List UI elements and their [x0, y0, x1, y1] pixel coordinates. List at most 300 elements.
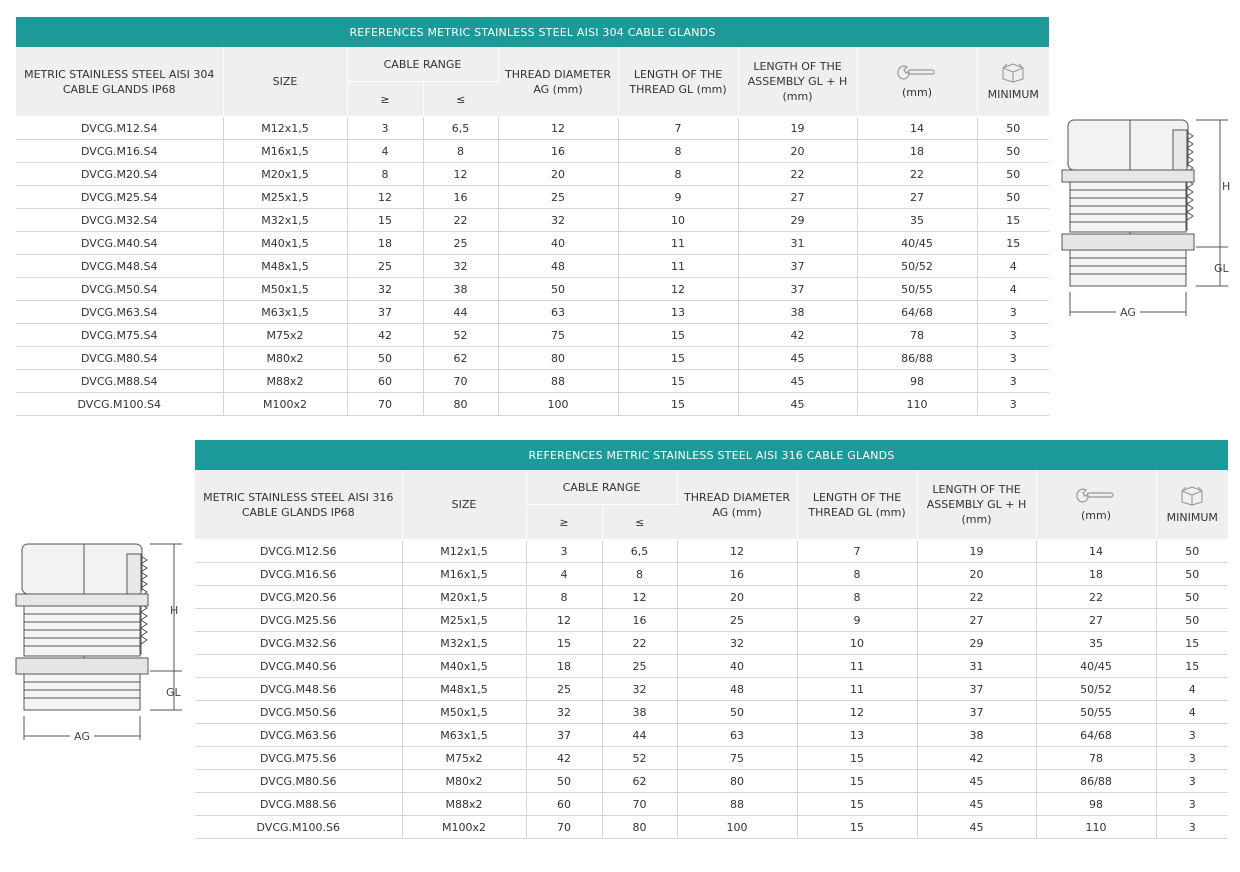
table-row — [195, 563, 1228, 586]
cell-thread-diameter: 80 — [498, 347, 618, 370]
cell-range-max: 32 — [423, 255, 498, 278]
cell-wrench-size: 64/68 — [857, 301, 977, 324]
cell-range-max: 6,5 — [423, 117, 498, 140]
cell-size: M88x2 — [223, 370, 347, 393]
cell-thread-length: 11 — [797, 655, 917, 678]
cell-range-max: 16 — [602, 609, 677, 632]
table-row — [16, 393, 1049, 416]
cell-range-min: 50 — [526, 770, 602, 793]
cell-wrench-size: 22 — [857, 163, 977, 186]
cell-size: M20x1,5 — [223, 163, 347, 186]
header-cable-range: CABLE RANGE — [526, 470, 677, 505]
cell-wrench-size: 35 — [857, 209, 977, 232]
cell-minimum: 50 — [977, 140, 1049, 163]
cell-thread-length: 10 — [618, 209, 738, 232]
header-assembly-length: LENGTH OF THE ASSEMBLY GL + H (mm) — [738, 47, 857, 117]
gland-drawing — [1058, 112, 1238, 322]
aisi-304-table — [16, 17, 1049, 416]
wrench-icon — [1074, 486, 1118, 504]
cell-minimum: 3 — [1156, 724, 1228, 747]
cell-thread-length: 15 — [797, 770, 917, 793]
cell-range-max: 38 — [423, 278, 498, 301]
cell-range-max: 22 — [423, 209, 498, 232]
cell-wrench-size: 50/52 — [857, 255, 977, 278]
minimum-label: MINIMUM — [1166, 511, 1218, 524]
header-max: ≤ — [602, 505, 677, 540]
cell-minimum: 3 — [977, 370, 1049, 393]
cell-wrench-size: 110 — [857, 393, 977, 416]
cell-thread-length: 13 — [797, 724, 917, 747]
cell-size: M32x1,5 — [223, 209, 347, 232]
cell-thread-diameter: 40 — [677, 655, 797, 678]
cell-wrench-size: 78 — [1036, 747, 1156, 770]
cell-assembly-length: 37 — [917, 701, 1036, 724]
cell-thread-length: 11 — [618, 232, 738, 255]
cell-range-min: 8 — [347, 163, 423, 186]
cell-wrench-size: 27 — [857, 186, 977, 209]
cell-thread-diameter: 48 — [677, 678, 797, 701]
table-row — [16, 209, 1049, 232]
cell-size: M25x1,5 — [223, 186, 347, 209]
label-ag: AG — [1120, 306, 1136, 319]
cell-size: M50x1,5 — [402, 701, 526, 724]
cell-wrench-size: 27 — [1036, 609, 1156, 632]
cell-reference: DVCG.M88.S6 — [195, 793, 402, 816]
cell-range-max: 80 — [423, 393, 498, 416]
cell-reference: DVCG.M48.S4 — [16, 255, 223, 278]
cell-range-min: 12 — [347, 186, 423, 209]
cell-wrench-size: 98 — [857, 370, 977, 393]
cell-reference: DVCG.M80.S6 — [195, 770, 402, 793]
cell-range-min: 18 — [526, 655, 602, 678]
cell-range-max: 32 — [602, 678, 677, 701]
cell-range-min: 60 — [526, 793, 602, 816]
table-title: REFERENCES METRIC STAINLESS STEEL AISI 316 CABLE GLANDS — [195, 440, 1228, 470]
table-row — [195, 655, 1228, 678]
cell-thread-diameter: 75 — [498, 324, 618, 347]
header-cable-range: CABLE RANGE — [347, 47, 498, 82]
cell-range-min: 37 — [526, 724, 602, 747]
cell-size: M48x1,5 — [223, 255, 347, 278]
table-row — [16, 117, 1049, 140]
cell-assembly-length: 42 — [917, 747, 1036, 770]
cell-reference: DVCG.M100.S6 — [195, 816, 402, 839]
cell-wrench-size: 40/45 — [1036, 655, 1156, 678]
cell-range-max: 8 — [423, 140, 498, 163]
cell-size: M50x1,5 — [223, 278, 347, 301]
cell-reference: DVCG.M40.S6 — [195, 655, 402, 678]
cell-assembly-length: 37 — [917, 678, 1036, 701]
cell-wrench-size: 78 — [857, 324, 977, 347]
cell-minimum: 50 — [977, 186, 1049, 209]
cell-thread-diameter: 32 — [498, 209, 618, 232]
cell-range-min: 25 — [347, 255, 423, 278]
cell-minimum: 3 — [1156, 816, 1228, 839]
cell-thread-length: 15 — [797, 793, 917, 816]
table-row — [16, 301, 1049, 324]
wrench-icon — [895, 63, 939, 81]
cell-range-min: 25 — [526, 678, 602, 701]
cell-minimum: 50 — [1156, 586, 1228, 609]
cell-minimum: 4 — [977, 255, 1049, 278]
cell-assembly-length: 19 — [738, 117, 857, 140]
cell-size: M88x2 — [402, 793, 526, 816]
cell-minimum: 3 — [977, 393, 1049, 416]
table-row — [16, 186, 1049, 209]
cell-range-min: 42 — [347, 324, 423, 347]
label-ag: AG — [74, 730, 90, 743]
cell-range-max: 62 — [423, 347, 498, 370]
table-row — [195, 747, 1228, 770]
header-thread-length: LENGTH OF THE THREAD GL (mm) — [797, 470, 917, 540]
cell-thread-diameter: 88 — [498, 370, 618, 393]
cell-range-max: 38 — [602, 701, 677, 724]
cell-wrench-size: 18 — [1036, 563, 1156, 586]
cell-assembly-length: 31 — [917, 655, 1036, 678]
table-row — [16, 255, 1049, 278]
cell-minimum: 50 — [977, 117, 1049, 140]
cell-thread-diameter: 48 — [498, 255, 618, 278]
cell-thread-length: 15 — [618, 393, 738, 416]
cell-assembly-length: 19 — [917, 540, 1036, 563]
cell-assembly-length: 20 — [917, 563, 1036, 586]
cell-thread-diameter: 20 — [677, 586, 797, 609]
cell-minimum: 15 — [1156, 632, 1228, 655]
table-row — [16, 370, 1049, 393]
cell-size: M12x1,5 — [402, 540, 526, 563]
header-reference: METRIC STAINLESS STEEL AISI 304 CABLE GLANDS IP68 — [16, 47, 223, 117]
cell-range-min: 37 — [347, 301, 423, 324]
cell-thread-length: 15 — [618, 370, 738, 393]
cell-size: M20x1,5 — [402, 586, 526, 609]
cell-assembly-length: 29 — [738, 209, 857, 232]
table-row — [195, 793, 1228, 816]
cell-thread-length: 13 — [618, 301, 738, 324]
cell-minimum: 15 — [1156, 655, 1228, 678]
table-title: REFERENCES METRIC STAINLESS STEEL AISI 304 CABLE GLANDS — [16, 17, 1049, 47]
cell-assembly-length: 45 — [917, 793, 1036, 816]
cell-assembly-length: 38 — [917, 724, 1036, 747]
cell-wrench-size: 18 — [857, 140, 977, 163]
cell-wrench-size: 40/45 — [857, 232, 977, 255]
cell-thread-length: 15 — [618, 324, 738, 347]
cell-thread-length: 8 — [618, 140, 738, 163]
cell-size: M40x1,5 — [223, 232, 347, 255]
cell-range-max: 25 — [602, 655, 677, 678]
cell-reference: DVCG.M100.S4 — [16, 393, 223, 416]
cell-assembly-length: 42 — [738, 324, 857, 347]
cell-wrench-size: 50/52 — [1036, 678, 1156, 701]
cell-thread-diameter: 88 — [677, 793, 797, 816]
header-wrench — [1036, 470, 1156, 540]
cell-range-min: 4 — [347, 140, 423, 163]
cell-range-min: 32 — [347, 278, 423, 301]
table-row — [195, 678, 1228, 701]
cell-size: M16x1,5 — [402, 563, 526, 586]
table-row — [16, 163, 1049, 186]
cell-reference: DVCG.M32.S6 — [195, 632, 402, 655]
cell-reference: DVCG.M75.S4 — [16, 324, 223, 347]
cell-wrench-size: 22 — [1036, 586, 1156, 609]
cell-assembly-length: 37 — [738, 255, 857, 278]
table-row — [195, 701, 1228, 724]
cell-assembly-length: 38 — [738, 301, 857, 324]
header-assembly-length: LENGTH OF THE ASSEMBLY GL + H (mm) — [917, 470, 1036, 540]
table-row — [195, 632, 1228, 655]
cell-range-max: 62 — [602, 770, 677, 793]
spec-table — [195, 470, 1228, 839]
header-min: ≥ — [347, 82, 423, 117]
cell-size: M63x1,5 — [223, 301, 347, 324]
cell-assembly-length: 20 — [738, 140, 857, 163]
cell-size: M63x1,5 — [402, 724, 526, 747]
cell-wrench-size: 110 — [1036, 816, 1156, 839]
cell-size: M48x1,5 — [402, 678, 526, 701]
cell-range-min: 15 — [526, 632, 602, 655]
table-row — [16, 278, 1049, 301]
cable-gland-diagram — [1058, 112, 1238, 322]
cell-wrench-size: 35 — [1036, 632, 1156, 655]
cell-assembly-length: 22 — [917, 586, 1036, 609]
cell-range-min: 18 — [347, 232, 423, 255]
cell-range-min: 60 — [347, 370, 423, 393]
cell-range-min: 12 — [526, 609, 602, 632]
cell-reference: DVCG.M20.S6 — [195, 586, 402, 609]
cell-assembly-length: 45 — [917, 770, 1036, 793]
cell-assembly-length: 27 — [917, 609, 1036, 632]
cell-reference: DVCG.M12.S6 — [195, 540, 402, 563]
cell-thread-length: 11 — [618, 255, 738, 278]
cell-assembly-length: 29 — [917, 632, 1036, 655]
cell-reference: DVCG.M25.S4 — [16, 186, 223, 209]
cell-size: M75x2 — [402, 747, 526, 770]
cell-size: M100x2 — [223, 393, 347, 416]
cell-reference: DVCG.M80.S4 — [16, 347, 223, 370]
cell-minimum: 4 — [977, 278, 1049, 301]
cell-range-max: 16 — [423, 186, 498, 209]
cable-gland-diagram — [12, 536, 192, 746]
cell-range-max: 6,5 — [602, 540, 677, 563]
cell-size: M16x1,5 — [223, 140, 347, 163]
cell-wrench-size: 98 — [1036, 793, 1156, 816]
table-row — [195, 770, 1228, 793]
cell-reference: DVCG.M16.S6 — [195, 563, 402, 586]
header-size: SIZE — [223, 47, 347, 117]
cell-range-max: 22 — [602, 632, 677, 655]
cell-range-max: 52 — [423, 324, 498, 347]
cell-wrench-size: 86/88 — [857, 347, 977, 370]
cell-range-max: 52 — [602, 747, 677, 770]
cell-range-max: 44 — [423, 301, 498, 324]
cell-range-max: 70 — [602, 793, 677, 816]
cell-thread-length: 8 — [797, 586, 917, 609]
cell-assembly-length: 45 — [738, 393, 857, 416]
cell-minimum: 50 — [977, 163, 1049, 186]
cell-size: M25x1,5 — [402, 609, 526, 632]
cell-size: M80x2 — [223, 347, 347, 370]
cell-thread-length: 10 — [797, 632, 917, 655]
cell-thread-diameter: 50 — [677, 701, 797, 724]
cell-minimum: 4 — [1156, 701, 1228, 724]
cell-minimum: 50 — [1156, 563, 1228, 586]
label-gl: GL — [1214, 262, 1229, 275]
cell-assembly-length: 45 — [917, 816, 1036, 839]
cell-thread-diameter: 40 — [498, 232, 618, 255]
minimum-label: MINIMUM — [987, 88, 1039, 101]
cell-thread-diameter: 25 — [498, 186, 618, 209]
box-icon — [1180, 484, 1204, 506]
cell-minimum: 3 — [977, 347, 1049, 370]
cell-reference: DVCG.M63.S6 — [195, 724, 402, 747]
cell-wrench-size: 50/55 — [1036, 701, 1156, 724]
label-gl: GL — [166, 686, 181, 699]
cell-range-min: 15 — [347, 209, 423, 232]
cell-size: M100x2 — [402, 816, 526, 839]
cell-size: M80x2 — [402, 770, 526, 793]
label-h: H — [1222, 180, 1231, 193]
cell-range-max: 25 — [423, 232, 498, 255]
table-row — [195, 724, 1228, 747]
cell-thread-length: 15 — [618, 347, 738, 370]
cell-reference: DVCG.M25.S6 — [195, 609, 402, 632]
cell-minimum: 15 — [977, 209, 1049, 232]
cell-assembly-length: 31 — [738, 232, 857, 255]
cell-thread-diameter: 25 — [677, 609, 797, 632]
cell-thread-diameter: 100 — [677, 816, 797, 839]
header-minimum — [977, 47, 1049, 117]
table-row — [16, 232, 1049, 255]
header-thread-diameter: THREAD DIAMETER AG (mm) — [498, 47, 618, 117]
cell-range-max: 70 — [423, 370, 498, 393]
cell-wrench-size: 86/88 — [1036, 770, 1156, 793]
header-size: SIZE — [402, 470, 526, 540]
table-row — [195, 586, 1228, 609]
cell-thread-diameter: 75 — [677, 747, 797, 770]
box-icon — [1001, 61, 1025, 83]
cell-range-min: 3 — [347, 117, 423, 140]
cell-minimum: 50 — [1156, 540, 1228, 563]
cell-range-min: 32 — [526, 701, 602, 724]
table-row — [195, 540, 1228, 563]
cell-wrench-size: 14 — [1036, 540, 1156, 563]
cell-reference: DVCG.M32.S4 — [16, 209, 223, 232]
cell-range-min: 42 — [526, 747, 602, 770]
cell-thread-length: 9 — [797, 609, 917, 632]
cell-minimum: 50 — [1156, 609, 1228, 632]
cell-minimum: 4 — [1156, 678, 1228, 701]
cell-assembly-length: 45 — [738, 370, 857, 393]
spec-table — [16, 47, 1049, 416]
cell-range-min: 4 — [526, 563, 602, 586]
table-row — [16, 347, 1049, 370]
cell-minimum: 3 — [1156, 793, 1228, 816]
cell-thread-length: 8 — [618, 163, 738, 186]
table-row — [16, 140, 1049, 163]
wrench-unit: (mm) — [1081, 509, 1112, 522]
cell-thread-diameter: 20 — [498, 163, 618, 186]
cell-range-max: 8 — [602, 563, 677, 586]
header-reference: METRIC STAINLESS STEEL AISI 316 CABLE GLANDS IP68 — [195, 470, 402, 540]
cell-thread-length: 9 — [618, 186, 738, 209]
cell-reference: DVCG.M40.S4 — [16, 232, 223, 255]
cell-assembly-length: 27 — [738, 186, 857, 209]
cell-range-min: 70 — [526, 816, 602, 839]
cell-thread-diameter: 100 — [498, 393, 618, 416]
cell-reference: DVCG.M48.S6 — [195, 678, 402, 701]
cell-thread-diameter: 12 — [498, 117, 618, 140]
cell-size: M40x1,5 — [402, 655, 526, 678]
cell-range-min: 3 — [526, 540, 602, 563]
cell-range-min: 50 — [347, 347, 423, 370]
cell-minimum: 15 — [977, 232, 1049, 255]
cell-reference: DVCG.M50.S4 — [16, 278, 223, 301]
cell-reference: DVCG.M50.S6 — [195, 701, 402, 724]
table-row — [195, 609, 1228, 632]
cell-minimum: 3 — [1156, 770, 1228, 793]
cell-assembly-length: 22 — [738, 163, 857, 186]
cell-thread-diameter: 50 — [498, 278, 618, 301]
cell-wrench-size: 64/68 — [1036, 724, 1156, 747]
cell-thread-diameter: 63 — [677, 724, 797, 747]
table-row — [195, 816, 1228, 839]
label-h: H — [170, 604, 179, 617]
cell-range-min: 8 — [526, 586, 602, 609]
wrench-unit: (mm) — [902, 86, 933, 99]
cell-wrench-size: 50/55 — [857, 278, 977, 301]
header-thread-diameter: THREAD DIAMETER AG (mm) — [677, 470, 797, 540]
cell-minimum: 3 — [977, 301, 1049, 324]
cell-size: M75x2 — [223, 324, 347, 347]
cell-thread-length: 15 — [797, 747, 917, 770]
cell-thread-diameter: 32 — [677, 632, 797, 655]
gland-drawing — [12, 536, 192, 746]
cell-thread-diameter: 16 — [498, 140, 618, 163]
cell-range-max: 12 — [602, 586, 677, 609]
header-min: ≥ — [526, 505, 602, 540]
cell-thread-length: 8 — [797, 563, 917, 586]
cell-thread-length: 11 — [797, 678, 917, 701]
header-minimum — [1156, 470, 1228, 540]
cell-size: M32x1,5 — [402, 632, 526, 655]
cell-reference: DVCG.M75.S6 — [195, 747, 402, 770]
cell-range-max: 12 — [423, 163, 498, 186]
cell-thread-diameter: 16 — [677, 563, 797, 586]
table-row — [16, 324, 1049, 347]
cell-thread-length: 15 — [797, 816, 917, 839]
cell-reference: DVCG.M16.S4 — [16, 140, 223, 163]
cell-thread-diameter: 12 — [677, 540, 797, 563]
aisi-316-table — [195, 440, 1228, 839]
cell-wrench-size: 14 — [857, 117, 977, 140]
cell-reference: DVCG.M63.S4 — [16, 301, 223, 324]
cell-reference: DVCG.M12.S4 — [16, 117, 223, 140]
cell-minimum: 3 — [1156, 747, 1228, 770]
header-wrench — [857, 47, 977, 117]
cell-thread-length: 7 — [618, 117, 738, 140]
header-thread-length: LENGTH OF THE THREAD GL (mm) — [618, 47, 738, 117]
cell-reference: DVCG.M88.S4 — [16, 370, 223, 393]
cell-size: M12x1,5 — [223, 117, 347, 140]
cell-thread-diameter: 80 — [677, 770, 797, 793]
cell-assembly-length: 45 — [738, 347, 857, 370]
cell-minimum: 3 — [977, 324, 1049, 347]
cell-assembly-length: 37 — [738, 278, 857, 301]
cell-thread-length: 12 — [797, 701, 917, 724]
cell-range-max: 80 — [602, 816, 677, 839]
cell-thread-length: 7 — [797, 540, 917, 563]
cell-thread-diameter: 63 — [498, 301, 618, 324]
cell-range-max: 44 — [602, 724, 677, 747]
